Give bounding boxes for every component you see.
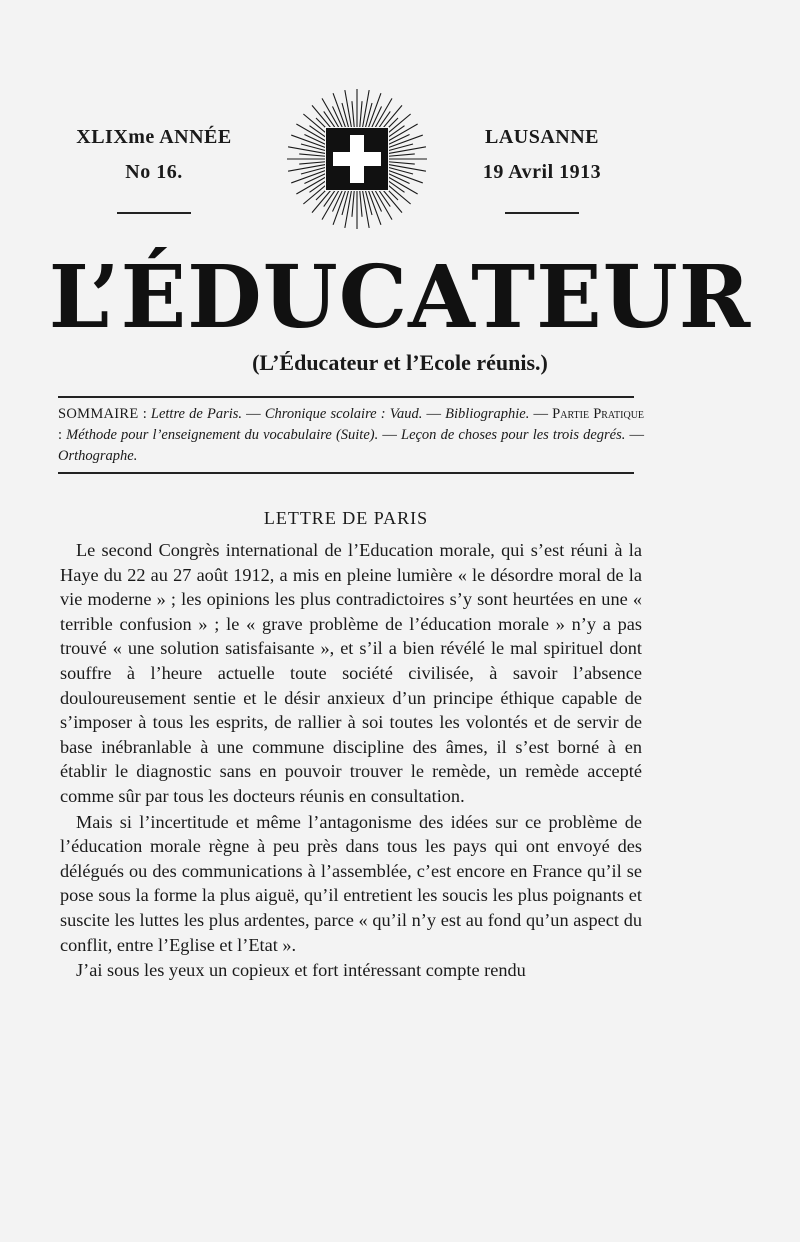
summary-label: SOMMAIRE <box>58 406 139 422</box>
article-body <box>60 538 642 983</box>
sunburst-ray <box>387 164 426 171</box>
sunburst-ray <box>387 154 415 156</box>
toc-item: Bibliographie. <box>445 406 530 422</box>
toc-item: Chronique scolaire : Vaud. <box>264 406 423 422</box>
article-title: LETTRE DE PARIS <box>263 508 429 528</box>
sunburst-ray <box>360 189 362 217</box>
sunburst-ray <box>299 162 327 164</box>
table-of-contents: SOMMAIRE : Lettre de Paris. — Chronique scolaire : Vaud. — Bibliographie. — Partie Pratique : Méthode pour l’enseignement du vocabulaire (Suite). — Leçon de choses pour les trois degrés. — Orthographe. <box>58 406 645 464</box>
city-label: LAUSANNE <box>484 126 600 148</box>
sunburst-ray <box>352 101 354 129</box>
masthead-title: L’ÉDUCATEUR <box>48 247 752 348</box>
sunburst-ray <box>288 147 327 154</box>
toc-section-label: Partie Pratique <box>552 406 645 422</box>
sunburst-ray <box>299 154 327 156</box>
sunburst-ray <box>362 90 369 129</box>
sunburst-ray <box>362 189 369 228</box>
issue-number: No 16. <box>125 161 183 183</box>
sunburst-ray <box>352 189 354 217</box>
paragraph: Mais si l’incertitude et même l’antagonisme des idées sur ce problème de l’éducation morale règne à peu près dans tous les pays qui ont envoyé des délégués ou des communications à l’assemblée, c’est encore en France qu’il se pose sous la forme la plus aiguë, qu’il entretient les soucis les plus poignants et suscite les luttes les plus ardentes, parce « qu’il n’y est au fond qu’un aspect du conflit, entre l’Eglise et l’Etat ». <box>60 811 642 955</box>
header-right-rule <box>505 212 579 214</box>
toc-item: (Suite). <box>335 427 379 443</box>
sunburst-ray <box>360 101 362 129</box>
header-left-rule <box>117 212 191 214</box>
header-right <box>452 126 632 214</box>
paragraph: J’ai sous les yeux un copieux et fort intéressant compte rendu <box>76 960 526 981</box>
sunburst-ray <box>345 90 352 129</box>
toc-item: Leçon de choses pour les trois degrés. <box>401 427 626 443</box>
toc-item: Méthode pour l’enseignement du vocabulaire <box>66 427 332 443</box>
summary-bottom-rule <box>58 472 634 474</box>
toc-item: Orthographe. <box>58 448 138 464</box>
toc-item: Lettre de Paris. <box>150 406 243 422</box>
sunburst-ray <box>387 147 426 154</box>
issue-date: 19 Avril 1913 <box>482 161 602 183</box>
sunburst-ray <box>387 162 415 164</box>
sunburst-ray <box>345 189 352 228</box>
masthead-subtitle: (L’Éducateur et l’Ecole réunis.) <box>252 350 548 375</box>
header-left <box>64 126 244 214</box>
year-label: XLIXme ANNÉE <box>76 126 232 148</box>
paragraph: Le second Congrès international de l’Education morale, qui s’est réuni à la Haye du 22 au 27 août 1912, a mis en pleine lumière « le désordre moral de la vie moderne » ; les opinions les plus contradictoires s’y sont heurtées en une « terrible confusion » ; le « grave problème de l’éducation morale » n’y a pas trouvé « une solution satisfaisante », et s’il a bien révélé le mal spirituel dont souffre à l’heure actuelle toute société civilisée, à savoir l’absence douloureusement sentie et le désir anxieux d’un principe éthique capable de s’imposer à tous les esprits, de rallier à soi toutes les volontés et de servir de base inébranlable à une commune discipline des âmes, il s’est borné à en établir le diagnostic sans en pouvoir trouver le remède, un remède accepté comme sûr par tous les docteurs réunis en consultation. <box>60 540 642 806</box>
summary-top-rule <box>58 396 634 398</box>
swiss-cross-sunburst-icon <box>284 86 430 232</box>
sunburst-ray <box>288 164 327 171</box>
